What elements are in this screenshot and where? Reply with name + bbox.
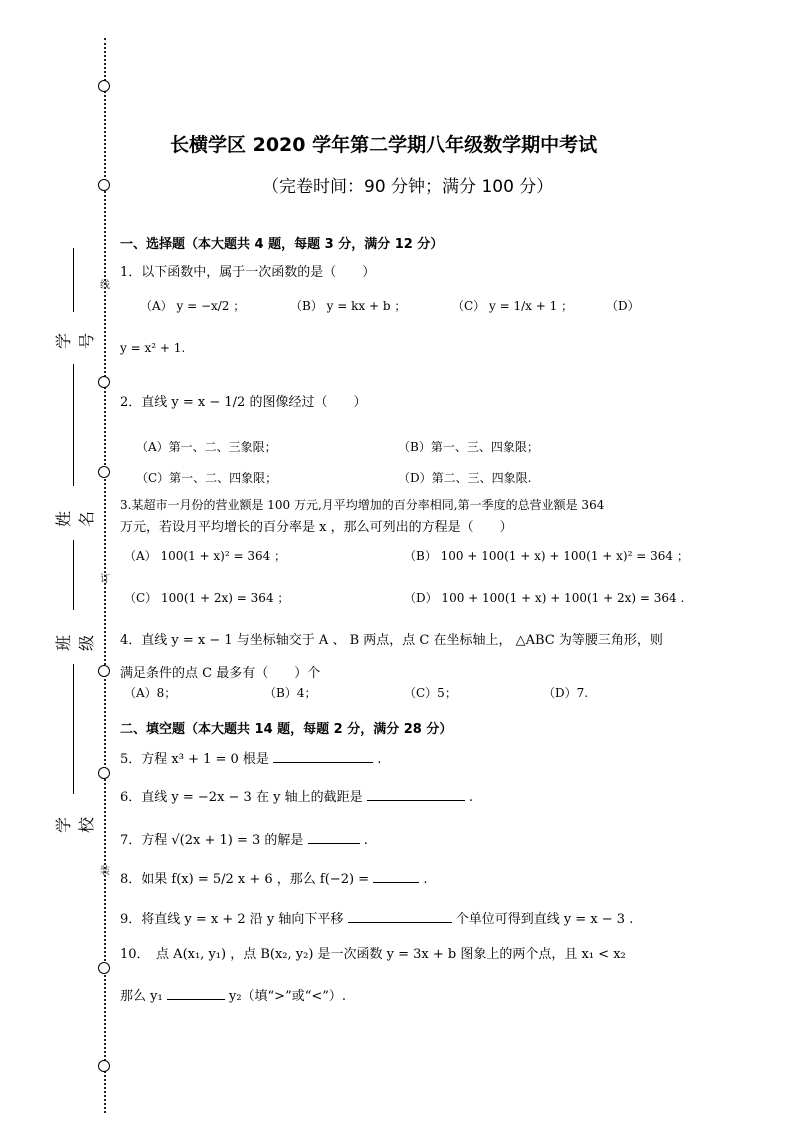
student-id-blank[interactable] [73, 248, 74, 312]
section2-heading: 二、填空题（本大题共 14 题，每题 2 分，满分 28 分） [120, 722, 453, 737]
q8-text: 8．如果 f(x) = 5/2 x + 6 ，那么 f(−2) = [120, 872, 370, 887]
q3-option-b: （B） 100 + 100(1 + x) + 100(1 + x)² = 364 ； [404, 549, 689, 563]
binding-hole-icon [98, 376, 110, 388]
binding-char-xian: 线 [100, 280, 110, 291]
binding-hole-icon [98, 466, 110, 478]
q7-end: . [363, 833, 368, 848]
section1-heading: 一、选择题（本大题共 4 题，每题 3 分，满分 12 分） [120, 237, 444, 252]
q8-end: . [423, 872, 428, 887]
q4-option-b: （B）4； [264, 686, 317, 700]
q8 [120, 868, 428, 887]
q1-option-b: （B） y = kx + b ； [290, 299, 407, 313]
q7-text: 7．方程 √(2x + 1) = 3 的解是 [120, 833, 304, 848]
q4-stem-line1: 4．直线 y = x − 1 与坐标轴交于 A 、 B 两点，点 C 在坐标轴上， △ABC 为等腰三角形，则 [120, 633, 663, 648]
student-id-label: 学号 [54, 333, 96, 350]
q1-stem: 1．以下函数中，属于一次函数的是（ ） [120, 265, 376, 280]
binding-hole-icon [98, 1060, 110, 1072]
q9-answer-blank[interactable] [348, 910, 452, 923]
q10-answer-blank[interactable] [167, 987, 225, 1000]
q10-line2 [120, 985, 346, 1004]
class-blank[interactable] [73, 540, 74, 610]
binding-hole-icon [98, 179, 110, 191]
q3-option-d: （D） 100 + 100(1 + x) + 100(1 + 2x) = 364 . [404, 591, 685, 605]
q2-stem: 2．直线 y = x − 1/2 的图像经过（ ） [120, 395, 367, 410]
q3-option-a: （A） 100(1 + x)² = 364 ； [124, 549, 287, 563]
q4-stem-line2: 满足条件的点 C 最多有（ ）个 [120, 666, 321, 681]
q6 [120, 786, 473, 805]
binding-char-ding: 订 [100, 574, 110, 585]
q8-answer-blank[interactable] [373, 870, 419, 883]
q5 [120, 748, 381, 767]
q4-option-a: （A）8； [124, 686, 177, 700]
q1-option-d: y = x² + 1. [120, 341, 186, 355]
page-subtitle: （完卷时间：90 分钟；满分 100 分） [262, 177, 554, 197]
q5-end: . [377, 752, 382, 767]
q2-option-d: （D）第二、三、四象限. [398, 471, 532, 485]
q7-answer-blank[interactable] [308, 831, 360, 844]
binding-hole-icon [98, 665, 110, 677]
q5-text: 5．方程 x³ + 1 = 0 根是 [120, 752, 269, 767]
name-blank[interactable] [73, 364, 74, 486]
school-label: 学校 [54, 817, 96, 834]
q10-text: 那么 y₁ [120, 989, 163, 1004]
q9-text: 9．将直线 y = x + 2 沿 y 轴向下平移 [120, 912, 344, 927]
q3-option-c: （C） 100(1 + 2x) = 364 ； [124, 591, 290, 605]
q6-text: 6．直线 y = −2x − 3 在 y 轴上的截距是 [120, 790, 363, 805]
binding-hole-icon [98, 80, 110, 92]
q3-stem-line2: 万元，若设月平均增长的百分率是 x ，那么可列出的方程是（ ） [120, 520, 513, 535]
name-label: 姓名 [54, 511, 96, 528]
q1-option-d-label: （D） [606, 299, 640, 313]
q4-option-c: （C）5； [404, 686, 457, 700]
q7 [120, 829, 368, 848]
q4-option-d: （D）7. [543, 686, 589, 700]
q5-answer-blank[interactable] [273, 750, 373, 763]
q1-option-a: （A） y = −x/2 ； [140, 299, 246, 313]
q1-option-c: （C） y = 1/x + 1 ； [452, 299, 574, 313]
q9-end: 个单位可得到直线 y = x − 3 . [455, 912, 634, 927]
q6-answer-blank[interactable] [367, 788, 465, 801]
page-title: 长横学区 2020 学年第二学期八年级数学期中考试 [170, 134, 598, 156]
binding-char-zhuang: 装 [100, 866, 110, 877]
q6-end: . [468, 790, 473, 805]
q9 [120, 908, 633, 927]
q10-line1: 10． 点 A(x₁, y₁) ，点 B(x₂, y₂) 是一次函数 y = 3x + b 图象上的两个点，且 x₁ < x₂ [120, 947, 626, 962]
binding-hole-icon [98, 767, 110, 779]
q2-option-a: （A）第一、二、三象限； [136, 440, 277, 454]
school-blank[interactable] [73, 664, 74, 794]
q10-end: y₂（填“>”或“<”）. [228, 989, 347, 1004]
q3-stem-line1: 3.某超市一月份的营业额是 100 万元,月平均增加的百分率相同,第一季度的总营业额是 364 [120, 498, 605, 512]
q2-option-c: （C）第一、二、四象限； [136, 471, 278, 485]
q2-option-b: （B）第一、三、四象限； [398, 440, 539, 454]
class-label: 班级 [54, 635, 96, 652]
binding-hole-icon [98, 962, 110, 974]
